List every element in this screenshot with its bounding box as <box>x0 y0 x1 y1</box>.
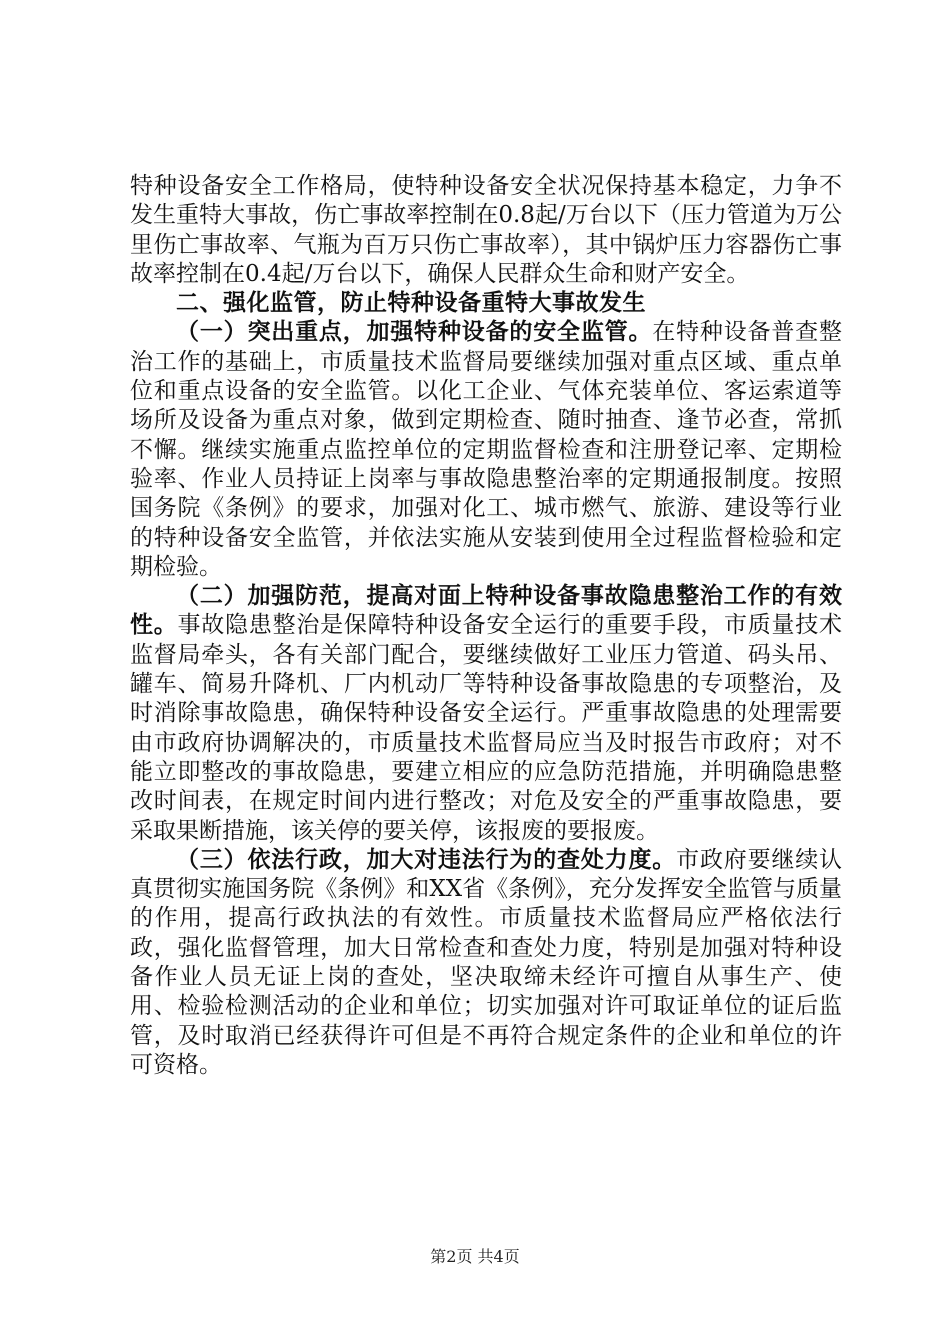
subsection-lead-2: （二）加强防范，提高对面上特种设备事故隐患整治工作的有效性。 <box>130 583 842 639</box>
subsection-body-1: 在特种设备普查整治工作的基础上，市质量技术监督局要继续加强对重点区域、重点单位和重点设备的安全监管。以化工企业、气体充装单位、客运索道等场所及设备为重点对象，做到定期检查、随时抽查、逢节必查，常抓不懈。继续实施重点监控单位的定期监督检查和注册登记率、定期检验率、作业人员持证上岗率与事故隐患整治率的定期通报制度。按照国务院《条例》的要求，加强对化工、城市燃气、旅游、建设等行业的特种设备安全监管，并依法实施从安装到使用全过程监督检验和定期检验。 <box>130 319 843 580</box>
subsection-paragraph-3 <box>130 846 842 1080</box>
document-body <box>130 172 842 1080</box>
subsection-lead-3: （三）依法行政，加大对违法行为的查处力度。 <box>176 846 677 873</box>
subsection-body-3: 市政府要继续认真贯彻实施国务院《条例》和XX省《条例》，充分发挥安全监管与质量的作用，提高行政执法的有效性。市质量技术监督局应严格依法行政，强化监督管理，加大日常检查和查处力度，特别是加强对特种设备作业人员无证上岗的查处，坚决取缔未经许可擅自从事生产、使用、检验检测活动的企业和单位；切实加强对许可取证单位的证后监管，及时取消已经获得许可但是不再符合规定条件的企业和单位的许可资格。 <box>130 846 843 1078</box>
section-heading: 二、强化监管，防止特种设备重特大事故发生 <box>176 290 646 317</box>
subsection-paragraph-2 <box>130 582 842 846</box>
paragraph-continuation: 特种设备安全工作格局，使特种设备安全状况保持基本稳定，力争不发生重特大事故，伤亡事故率控制在0.8起/万台以下（压力管道为万公里伤亡事故率、气瓶为百万只伤亡事故率），其中锅炉压力容器伤亡事故率控制在0.4起/万台以下，确保人民群众生命和财产安全。 <box>130 173 842 287</box>
subsection-paragraph-1 <box>130 318 842 582</box>
page-number-footer: 第2页 共4页 <box>430 1247 520 1266</box>
subsection-body-2: 事故隐患整治是保障特种设备安全运行的重要手段，市质量技术监督局牵头，各有关部门配合，要继续做好工业压力管道、码头吊、罐车、简易升降机、厂内机动厂等特种设备事故隐患的专项整治，及时消除事故隐患，确保特种设备安全运行。严重事故隐患的处理需要由市政府协调解决的，市质量技术监督局应当及时报告市政府；对不能立即整改的事故隐患，要建立相应的应急防范措施，并明确隐患整改时间表，在规定时间内进行整改；对危及安全的严重事故隐患，要采取果断措施，该关停的要关停，该报废的要报废。 <box>130 612 843 844</box>
subsection-lead-1: （一）突出重点，加强特种设备的安全监管。 <box>176 319 653 346</box>
